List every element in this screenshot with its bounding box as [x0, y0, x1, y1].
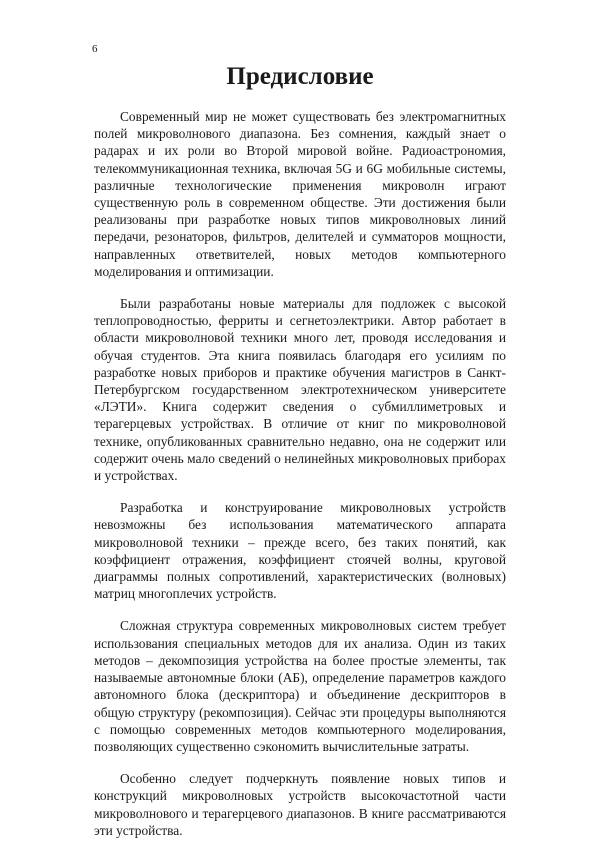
- paragraph-3: Разработка и конструирование микроволновых устройств невозможны без использования математического аппарата микроволновой техники – прежде всего, без таких понятий, как коэффициент отражения, коэффициент стоячей волны, круговой диаграммы полных сопротивлений, характеристических (волновых) матриц многоплечих устройств.: [94, 500, 506, 602]
- page-title: Предисловие: [226, 63, 374, 90]
- body-text: [94, 108, 506, 854]
- page-number: 6: [92, 43, 98, 55]
- paragraph-5: Особенно следует подчеркнуть появление новых типов и конструкций микроволновых устройств высокочастотной части микроволнового и терагерцевого диапазонов. В книге рассматриваются эти устройства.: [94, 771, 506, 838]
- paragraph-4: Сложная структура современных микроволновых систем требует использования специальных методов для их анализа. Один из таких методов – декомпозиция устройства на более простые элементы, так называемые автономные блоки (АБ), определение параметров каждого автономного блока (дескриптора) и объединение дескрипторов в общую структуру (рекомпозиция). Сейчас эти процедуры выполняются с помощью современных методов компьютерного моделирования, позволяющих существенно сэкономить вычислительные затраты.: [94, 618, 506, 754]
- paragraph-1: Современный мир не может существовать без электромагнитных полей микроволнового диапазона. Без сомнения, каждый знает о радарах и их роли во Второй мировой войне. Радиоастрономия, телекоммуникационная техника, включая 5G и 6G мобильные системы, различные технологические применения микроволн играют существенную роль в современном обществе. Эти достижения были реализованы при разработке новых типов микроволновых линий передачи, резонаторов, фильтров, делителей и сумматоров мощности, направленных ответвителей, новых методов компьютерного моделирования и оптимизации.: [94, 109, 506, 279]
- paragraph-2: Были разработаны новые материалы для подложек с высокой теплопроводностью, ферриты и сегнетоэлектрики. Автор работает в области микроволновой техники много лет, проводя исследования и обучая студентов. Эта книга появилась благодаря его усилиям по разработке новых приборов и практике обучения магистров в Санкт-Петербургском государственном электротехническом университете «ЛЭТИ». Книга содержит сведения о субмиллиметровых и терагерцевых устройствах. В отличие от книг по микроволновой технике, опубликованных сравнительно недавно, она не содержит или содержит очень мало сведений о нелинейных микроволновых приборах и устройствах.: [94, 296, 506, 484]
